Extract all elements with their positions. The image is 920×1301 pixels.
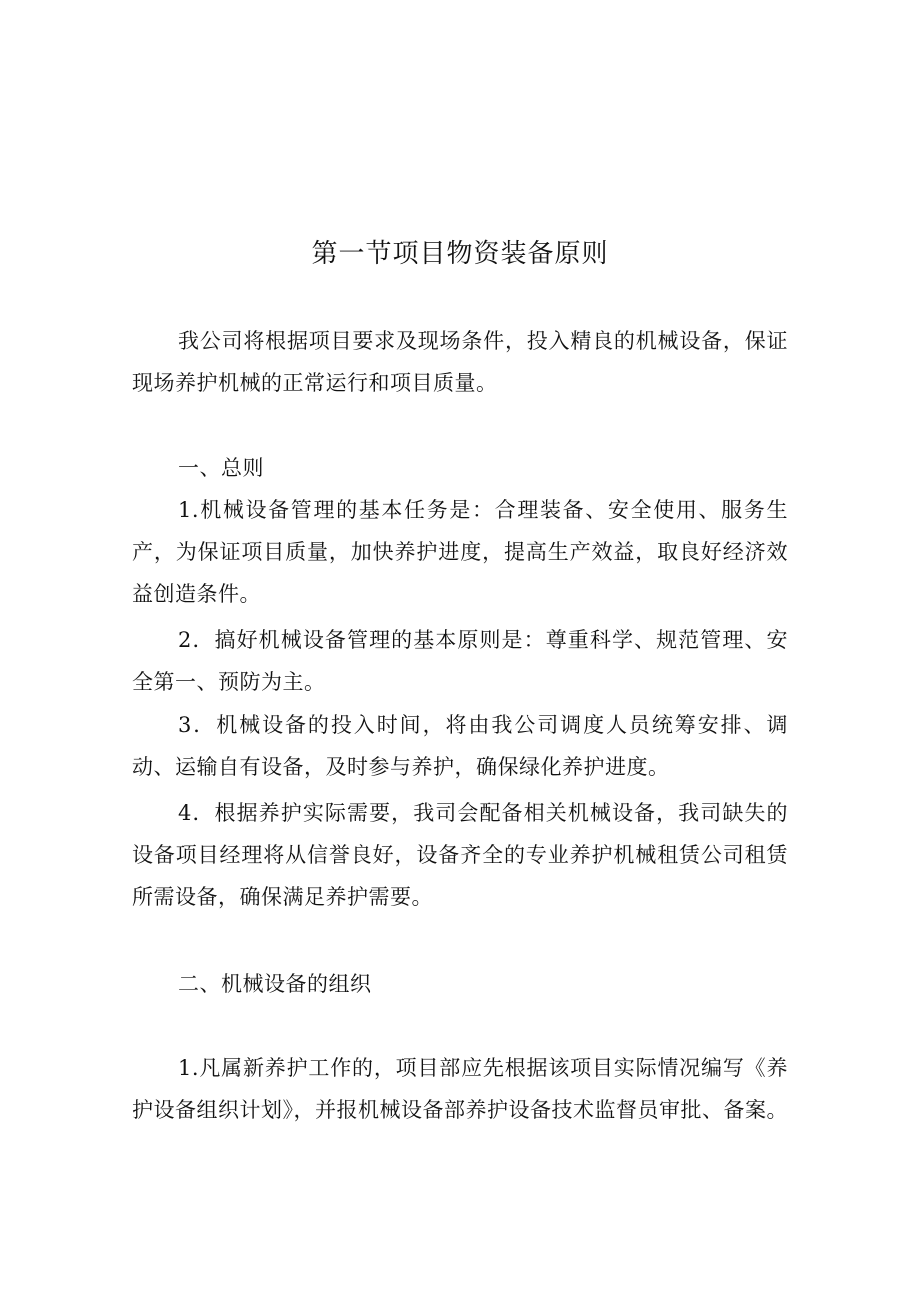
section-heading-general: 一、总则 [178,456,264,480]
organization-item-1: 1.凡属新养护工作的，项目部应先根据该项目实际情况编写《养护设备组织计划》，并报机械设备部养护设备技术监督员审批、备案。 [132,1056,788,1122]
intro-paragraph: 我公司将根据项目要求及现场条件，投入精良的机械设备，保证现场养护机械的正常运行和项目质量。 [132,329,788,395]
general-item-4: 4．根据养护实际需要，我司会配备相关机械设备，我司缺失的设备项目经理将从信誉良好，设备齐全的专业养护机械租赁公司租赁所需设备，确保满足养护需要。 [132,801,788,909]
general-item-2: 2．搞好机械设备管理的基本原则是：尊重科学、规范管理、安全第一、预防为主。 [132,628,788,694]
page-title: 第一节项目物资装备原则 [311,239,609,269]
general-item-1: 1.机械设备管理的基本任务是：合理装备、安全使用、服务生产，为保证项目质量，加快养护进度，提高生产效益，取良好经济效益创造条件。 [132,498,788,606]
general-item-3: 3．机械设备的投入时间，将由我公司调度人员统筹安排、调动、运输自有设备，及时参与养护，确保绿化养护进度。 [132,713,788,779]
section-heading-organization: 二、机械设备的组织 [178,972,372,996]
